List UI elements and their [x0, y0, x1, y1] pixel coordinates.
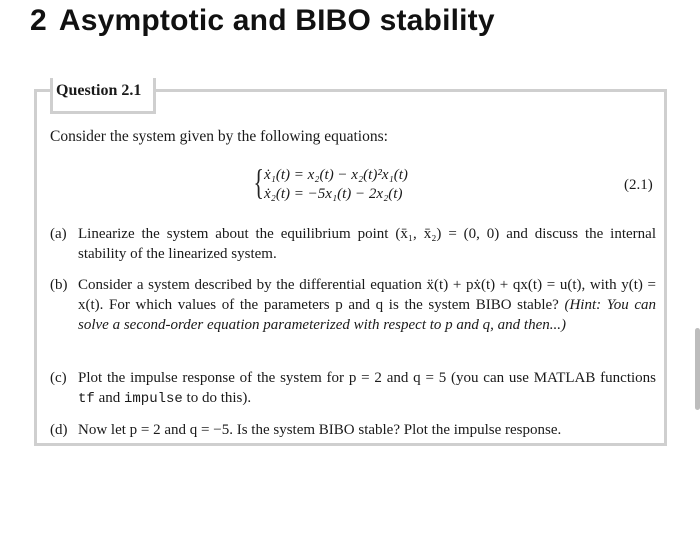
item-label: (d)	[50, 422, 68, 438]
item-text	[78, 368, 656, 409]
equation-line-2: ẋ₂(t) = −5x₁(t) − 2x₂(t)	[264, 186, 403, 202]
question-intro: Consider the system given by the following equations:	[50, 128, 388, 145]
section-number: 2	[30, 4, 47, 37]
item-text-part: to do this).	[182, 390, 252, 406]
code-tf: tf	[78, 391, 95, 407]
equation-line-1: ẋ₁(t) = x₂(t) − x₂(t)²x₁(t)	[264, 167, 408, 183]
item-text-part: Plot the impulse response of the system for p = 2 and q = 5 (you can use MATLAB functions	[78, 370, 656, 386]
left-brace-icon: {	[253, 162, 264, 202]
code-impulse: impulse	[123, 391, 183, 407]
question-item-d	[50, 420, 656, 440]
item-label: (b)	[50, 277, 68, 293]
section-heading	[30, 4, 495, 38]
question-label: Question 2.1	[56, 82, 142, 99]
equation-system	[253, 162, 408, 204]
scrollbar[interactable]	[695, 328, 700, 410]
section-title: Asymptotic and BIBO stability	[58, 4, 495, 37]
question-item-c	[50, 368, 656, 409]
item-text-main: Consider a system described by the differential equation ẍ(t) + pẋ(t) + qx(t) = u(t), with y(t) = x(t). For which values of the parameters p and q is the system BIBO stable?	[78, 277, 656, 313]
item-label: (c)	[50, 370, 67, 386]
question-item-a	[50, 224, 656, 264]
item-label: (a)	[50, 226, 67, 242]
item-text: Now let p = 2 and q = −5. Is the system BIBO stable? Plot the impulse response.	[78, 422, 562, 438]
item-text: Linearize the system about the equilibrium point (x̄₁, x̄₂) = (0, 0) and discuss the internal stability of the linearized system.	[78, 226, 656, 262]
equation-number: (2.1)	[624, 177, 653, 193]
item-text-part: and	[94, 390, 124, 406]
question-item-b	[50, 275, 656, 335]
item-hint: (Hint: You can solve a second-order equation parameterized with respect to p and q, and then...)	[78, 297, 656, 333]
item-text	[78, 275, 656, 335]
